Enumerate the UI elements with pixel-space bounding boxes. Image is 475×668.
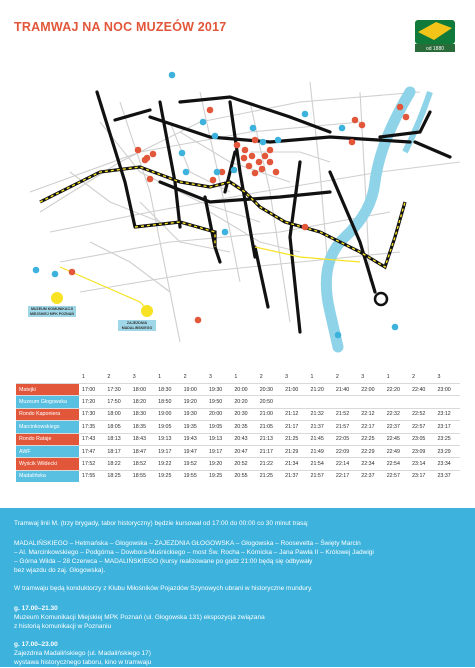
time-cell: 19:00 xyxy=(181,384,206,396)
header-cell: 1 xyxy=(82,374,85,380)
time-cell: 17:30 xyxy=(104,384,129,396)
event1-time: g. 17.00–21.30 xyxy=(14,605,58,612)
stop-name: Rondo Kaponiera xyxy=(16,408,79,420)
event1-line1: Muzeum Komunikacji Miejskiej MPK Poznań (ul. Głogowska 131) ekspozycja związana xyxy=(14,614,265,621)
time-cell xyxy=(409,396,434,408)
time-cell: 20:43 xyxy=(231,433,256,445)
time-cell: 20:35 xyxy=(231,421,256,433)
time-cell: 23:14 xyxy=(409,458,434,470)
time-cell: 18:22 xyxy=(104,458,129,470)
time-cell: 19:17 xyxy=(155,445,180,457)
time-cell: 21:52 xyxy=(333,408,358,420)
header-blank xyxy=(16,371,79,384)
time-cell: 22:32 xyxy=(384,408,409,420)
table-row xyxy=(16,458,460,470)
time-cell: 18:05 xyxy=(104,421,129,433)
table-row xyxy=(16,433,460,445)
route-map xyxy=(0,62,475,362)
time-cell: 17:52 xyxy=(79,458,104,470)
time-cell: 20:20 xyxy=(231,396,256,408)
time-cell: 18:52 xyxy=(130,458,155,470)
time-cell: 17:20 xyxy=(79,396,104,408)
time-cell: 21:29 xyxy=(282,445,307,457)
time-cell: 22:12 xyxy=(358,408,383,420)
time-cell: 21:17 xyxy=(257,445,282,457)
time-cell: 21:37 xyxy=(282,470,307,482)
time-cell: 18:43 xyxy=(130,433,155,445)
time-cell: 19:30 xyxy=(206,384,231,396)
time-cell: 22:45 xyxy=(384,433,409,445)
time-cell: 19:00 xyxy=(155,408,180,420)
rondo-rataje xyxy=(375,293,387,305)
time-cell: 22:34 xyxy=(358,458,383,470)
stop-name: Madalińska xyxy=(16,470,79,482)
header-cell: 3 xyxy=(361,374,365,380)
time-cell: 18:50 xyxy=(155,396,180,408)
time-cell: 19:13 xyxy=(206,433,231,445)
time-cell: 20:30 xyxy=(257,384,282,396)
time-cell: 21:25 xyxy=(282,433,307,445)
table-row xyxy=(16,445,460,457)
time-cell: 21:13 xyxy=(257,433,282,445)
time-cell: 17:47 xyxy=(79,445,104,457)
table-row xyxy=(16,421,460,433)
time-cell: 21:54 xyxy=(308,458,333,470)
stop-name: Marcinkowskiego xyxy=(16,421,79,433)
route-line-3: – Górna Wilda – 28 Czerwca – MADALIŃSKIEGO (kursy realizowane po godz 21:00 będą się odbywały xyxy=(14,558,313,565)
time-cell: 19:25 xyxy=(206,470,231,482)
stop-name: AWF xyxy=(16,445,79,457)
time-cell: 21:37 xyxy=(308,421,333,433)
time-cell: 20:52 xyxy=(231,458,256,470)
header-cell: 3 xyxy=(132,374,136,380)
time-cell: 21:05 xyxy=(257,421,282,433)
time-cell: 18:35 xyxy=(130,421,155,433)
time-cell: 22:57 xyxy=(384,470,409,482)
time-cell: 22:49 xyxy=(384,445,409,457)
timetable-header xyxy=(16,371,460,384)
table-row xyxy=(16,384,460,396)
header-cell: 2 xyxy=(259,374,263,380)
header-cell: 1 xyxy=(386,374,390,380)
river xyxy=(326,92,410,347)
header-cell: 2 xyxy=(107,374,111,380)
table-row xyxy=(16,470,460,482)
time-cell: 18:00 xyxy=(104,408,129,420)
intro-text: Tramwaj linii M. (trzy brygady, tabor historyczny) będzie kursował od 17:00 do 00:00 co 30 minut trasą: xyxy=(14,520,309,527)
time-cell: 22:09 xyxy=(333,445,358,457)
time-cell: 23:37 xyxy=(434,470,460,482)
time-cell: 18:00 xyxy=(130,384,155,396)
stop-name: Rondo Rataje xyxy=(16,433,79,445)
time-cell: 22:14 xyxy=(333,458,358,470)
route-line-1: MADALIŃSKIEGO – Hetmańska – Głogowska – ZAJEZDNIA GŁOGOWSKA – Głogowska – Roosevelta – Święty Marcin xyxy=(14,540,361,547)
time-cell: 21:00 xyxy=(282,384,307,396)
depot-station-marker xyxy=(141,305,153,317)
time-cell: 19:17 xyxy=(206,445,231,457)
time-cell: 22:40 xyxy=(409,384,434,396)
header-cell: 2 xyxy=(183,374,187,380)
time-cell xyxy=(308,396,333,408)
time-cell: 22:17 xyxy=(333,470,358,482)
time-cell: 18:17 xyxy=(104,445,129,457)
time-cell: 17:30 xyxy=(79,408,104,420)
time-cell: 23:12 xyxy=(434,408,460,420)
time-cell: 19:20 xyxy=(206,458,231,470)
time-cell: 23:05 xyxy=(409,433,434,445)
route-line-4: bez wjazdu do zaj. Głogowska). xyxy=(14,567,106,574)
time-cell: 17:55 xyxy=(79,470,104,482)
header-cell: 1 xyxy=(310,374,314,380)
header-cell: 3 xyxy=(437,374,441,380)
header-cell: 3 xyxy=(208,374,212,380)
time-cell: 20:50 xyxy=(257,396,282,408)
depot-label: ZAJEZDNIA MADALIŃSKIEGO xyxy=(118,320,156,331)
museum-label: MUZEUM KOMUNIKACJI MIEJSKIEJ MPK POZNAŃ xyxy=(28,306,76,317)
time-cell: 22:29 xyxy=(358,445,383,457)
time-cell xyxy=(358,396,383,408)
time-cell: 22:57 xyxy=(409,421,434,433)
time-cell: 23:17 xyxy=(409,470,434,482)
stop-name: Muzeum Głogowska xyxy=(16,396,79,408)
time-cell xyxy=(333,396,358,408)
time-cell: 22:20 xyxy=(384,384,409,396)
time-cell: 19:05 xyxy=(155,421,180,433)
header-cell: 2 xyxy=(335,374,339,380)
time-cell: 19:05 xyxy=(206,421,231,433)
time-cell: 21:25 xyxy=(257,470,282,482)
time-cell: 23:00 xyxy=(434,384,460,396)
time-cell: 20:47 xyxy=(231,445,256,457)
stop-name: Wyścik Wildecki xyxy=(16,458,79,470)
time-cell: 19:25 xyxy=(155,470,180,482)
time-cell: 17:00 xyxy=(79,384,104,396)
time-cell: 23:29 xyxy=(434,445,460,457)
time-cell: 21:40 xyxy=(333,384,358,396)
time-cell: 20:00 xyxy=(231,384,256,396)
time-cell: 18:55 xyxy=(130,470,155,482)
time-cell: 21:17 xyxy=(282,421,307,433)
time-cell xyxy=(434,396,460,408)
table-row xyxy=(16,408,460,420)
time-cell: 18:30 xyxy=(155,384,180,396)
time-cell: 21:20 xyxy=(308,384,333,396)
page-title: TRAMWAJ NA NOC MUZEÓW 2017 xyxy=(14,20,227,34)
time-cell: 17:50 xyxy=(104,396,129,408)
time-cell: 21:45 xyxy=(308,433,333,445)
time-cell: 21:12 xyxy=(282,408,307,420)
time-cell: 22:37 xyxy=(358,470,383,482)
time-cell: 19:22 xyxy=(155,458,180,470)
time-cell: 22:37 xyxy=(384,421,409,433)
time-cell: 19:20 xyxy=(181,396,206,408)
time-cell: 18:20 xyxy=(130,396,155,408)
time-cell: 21:49 xyxy=(308,445,333,457)
time-cell: 18:25 xyxy=(104,470,129,482)
time-cell: 20:55 xyxy=(231,470,256,482)
header-cell: 2 xyxy=(412,374,416,380)
time-cell: 19:55 xyxy=(181,470,206,482)
time-cell: 19:47 xyxy=(181,445,206,457)
event1-line2: z historią komunikacji w Poznaniu xyxy=(14,623,112,630)
time-cell: 22:17 xyxy=(358,421,383,433)
logo-text: od 1880 xyxy=(425,46,445,52)
time-cell: 23:17 xyxy=(434,421,460,433)
time-cell: 23:09 xyxy=(409,445,434,457)
time-cell: 21:57 xyxy=(333,421,358,433)
header-cell: 3 xyxy=(285,374,289,380)
time-cell: 20:30 xyxy=(231,408,256,420)
time-cell: 17:35 xyxy=(79,421,104,433)
event2-line1: Zajezdnia Madalińskiego (ul. Madalińskiego 17) xyxy=(14,650,151,657)
stop-name: Matejki xyxy=(16,384,79,396)
time-cell: 19:50 xyxy=(206,396,231,408)
time-cell: 21:57 xyxy=(308,470,333,482)
time-cell xyxy=(384,396,409,408)
time-cell: 19:13 xyxy=(155,433,180,445)
info-band xyxy=(0,508,475,667)
route-line-2: – Al. Marcinkowskiego – Podgórna – Dowbora-Muśnickiego – most Św. Rocha – Kórnicka – Jana Pawła II – Królowej Jadwigi xyxy=(14,549,374,556)
conductors-text: W tramwaju będą konduktorzy z Klubu Miłośników Pojazdów Szynowych ubrani w historyczne mundury. xyxy=(14,585,313,592)
time-cell: 22:00 xyxy=(358,384,383,396)
time-cell: 19:43 xyxy=(181,433,206,445)
time-cell: 21:22 xyxy=(257,458,282,470)
time-cell: 18:30 xyxy=(130,408,155,420)
event2-line2: wystawa historycznego taboru, kino w tramwaju xyxy=(14,659,152,666)
time-cell: 21:00 xyxy=(257,408,282,420)
time-cell: 23:25 xyxy=(434,433,460,445)
header-cell: 1 xyxy=(234,374,238,380)
mpk-logo xyxy=(412,14,458,60)
time-cell: 20:00 xyxy=(206,408,231,420)
event2-time: g. 17.00–23.00 xyxy=(14,641,58,648)
timetable xyxy=(16,371,460,482)
time-cell: 18:47 xyxy=(130,445,155,457)
header-cell: 1 xyxy=(158,374,162,380)
time-cell: 19:35 xyxy=(181,421,206,433)
time-cell xyxy=(282,396,307,408)
time-cell: 22:25 xyxy=(358,433,383,445)
time-cell: 18:13 xyxy=(104,433,129,445)
time-cell: 17:43 xyxy=(79,433,104,445)
time-cell: 22:54 xyxy=(384,458,409,470)
time-cell: 23:34 xyxy=(434,458,460,470)
time-cell: 22:52 xyxy=(409,408,434,420)
time-cell: 21:32 xyxy=(308,408,333,420)
time-cell: 19:52 xyxy=(181,458,206,470)
time-cell: 22:05 xyxy=(333,433,358,445)
table-row xyxy=(16,396,460,408)
time-cell: 21:34 xyxy=(282,458,307,470)
time-cell: 19:30 xyxy=(181,408,206,420)
museum-station-marker xyxy=(51,292,63,304)
